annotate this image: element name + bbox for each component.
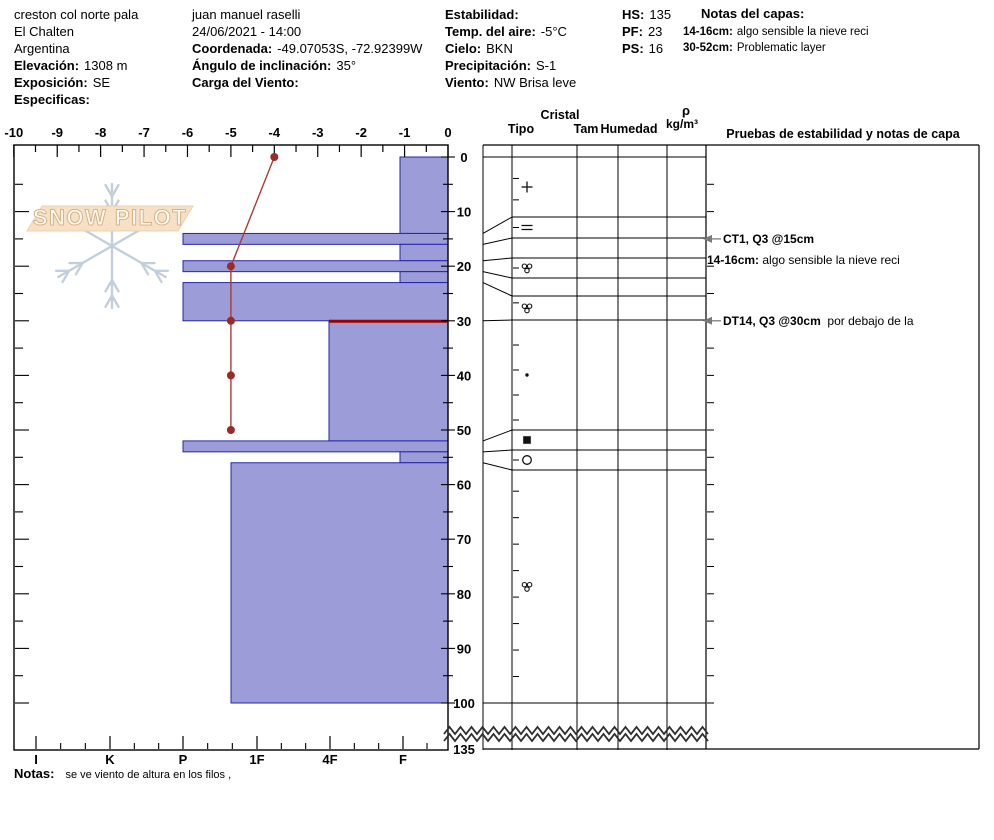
- wind: [445, 74, 576, 91]
- field-label: Coordenada:: [192, 41, 273, 56]
- field-value: SE: [92, 75, 111, 90]
- coordinates: [192, 40, 422, 57]
- field-label: Elevación:: [14, 58, 80, 73]
- snow-layer-bar: [231, 463, 448, 703]
- specifics: [14, 91, 138, 108]
- layer-connector-line: [483, 238, 512, 244]
- column-header-tipo: Tipo: [507, 122, 535, 136]
- column-header-tam: Tam: [573, 122, 599, 136]
- pit-country: [14, 40, 138, 57]
- layer-connector-line: [483, 272, 512, 278]
- field-label: Viento:: [445, 75, 489, 90]
- svg-text:K: K: [105, 752, 115, 767]
- column-header-stability-tests: Pruebas de estabilidad y notas de capa: [726, 127, 960, 141]
- field-value: El Chalten: [14, 24, 74, 39]
- column-header-density-unit: kg/m³: [665, 117, 698, 131]
- small-dot-icon: [525, 373, 528, 376]
- svg-text:40: 40: [456, 368, 472, 384]
- precipitation: [445, 57, 576, 74]
- svg-text:0: 0: [444, 125, 452, 140]
- snow-layer-bar: [400, 244, 448, 260]
- svg-text:-10: -10: [4, 125, 24, 140]
- snow-layer-bar: [400, 452, 448, 463]
- field-label: PS:: [622, 41, 644, 56]
- field-value: 135: [649, 7, 672, 22]
- layer-connector-line: [483, 283, 512, 296]
- field-value: -5°C: [540, 24, 567, 39]
- svg-text:-4: -4: [268, 125, 281, 140]
- logo-text: SNOW PILOT: [32, 205, 188, 230]
- grain-cluster-icon: [522, 264, 532, 273]
- column-header-humedad: Humedad: [600, 122, 658, 136]
- snow-layer-bar: [400, 272, 448, 283]
- header-site-block: [14, 6, 138, 108]
- field-value: Problematic layer: [736, 42, 826, 54]
- column-header-cristal: Cristal: [540, 108, 580, 122]
- sky-cover: [445, 40, 576, 57]
- snow-layer-bar: [183, 441, 448, 452]
- stability-annotations: [703, 232, 914, 328]
- header-observer-block: [192, 6, 422, 91]
- open-circle-icon: [523, 456, 532, 465]
- svg-text:-7: -7: [138, 125, 150, 140]
- svg-text:I: I: [34, 752, 38, 767]
- svg-text:70: 70: [456, 532, 472, 548]
- svg-text:-3: -3: [311, 125, 324, 140]
- field-label: 14-16cm:: [683, 26, 733, 38]
- layer-connector-line: [483, 463, 512, 470]
- air-temp: [445, 23, 576, 40]
- column-header-density-symbol: ρ: [681, 103, 691, 118]
- field-value: algo sensible la nieve reci: [736, 26, 869, 38]
- snow-layer-bar: [183, 261, 448, 272]
- svg-text:0: 0: [460, 150, 468, 165]
- svg-text:-6: -6: [181, 125, 194, 140]
- svg-text:80: 80: [456, 586, 472, 602]
- filled-square-icon: [523, 436, 531, 444]
- svg-text:F: F: [399, 752, 407, 767]
- pit-name: [14, 6, 138, 23]
- field-value: creston col norte pala: [14, 7, 139, 22]
- field-label: Cielo:: [445, 41, 482, 56]
- field-value: 24/06/2021 - 14:00: [192, 24, 302, 39]
- stability: [445, 6, 576, 23]
- field-value: BKN: [486, 41, 513, 56]
- grain-cluster-icon: [522, 304, 532, 313]
- svg-text:-5: -5: [225, 125, 237, 140]
- svg-text:10: 10: [456, 204, 472, 220]
- snow-layer-bar: [183, 233, 448, 244]
- depth-break-zigzag: [444, 727, 708, 741]
- observation-datetime: [192, 23, 422, 40]
- field-value: NW Brisa leve: [493, 75, 577, 90]
- field-value: 23: [647, 24, 663, 39]
- aspect: [14, 74, 138, 91]
- equals-icon: [522, 226, 533, 230]
- field-label: Especificas:: [14, 92, 90, 107]
- svg-text:-8: -8: [94, 125, 107, 140]
- svg-text:4F: 4F: [322, 752, 338, 767]
- snow-layer-bar: [400, 157, 448, 233]
- svg-text:100: 100: [453, 696, 475, 711]
- svg-text:-2: -2: [355, 125, 367, 140]
- temperature-point: [227, 262, 235, 270]
- field-value: S-1: [535, 58, 557, 73]
- snowpilot-logo: [27, 184, 193, 308]
- grain-symbols: [522, 182, 533, 592]
- layer-note: [683, 24, 869, 40]
- wind-loading: [192, 74, 422, 91]
- header-snow-heights-block: [622, 6, 671, 57]
- field-label: Notas:: [14, 766, 55, 781]
- layer-connector-line: [483, 217, 512, 233]
- stability-annotation: DT14, Q3 @30cm por debajo de la: [723, 313, 914, 328]
- observer-name: [192, 6, 422, 23]
- grain-cluster-icon: [522, 583, 532, 592]
- svg-text:30: 30: [456, 313, 472, 329]
- field-label: Estabilidad:: [445, 7, 519, 22]
- temperature-axis: [4, 125, 451, 157]
- field-value: 1308 m: [84, 58, 128, 73]
- field-value: 35°: [336, 58, 357, 73]
- plus-icon: [522, 182, 533, 193]
- field-label: HS:: [622, 7, 645, 22]
- field-label: 30-52cm:: [683, 42, 733, 54]
- layer-notes-title: Notas del capas:: [701, 6, 805, 21]
- layer-connector-line: [483, 450, 512, 452]
- layer-connector-line: [483, 258, 512, 261]
- field-value: -49.07053S, -72.92399W: [277, 41, 423, 56]
- field-label: Carga del Viento:: [192, 75, 299, 90]
- field-value: juan manuel raselli: [192, 7, 301, 22]
- temperature-point: [270, 153, 278, 161]
- field-label: Exposición:: [14, 75, 88, 90]
- svg-text:60: 60: [456, 477, 472, 493]
- hardness-bars: [183, 157, 448, 703]
- svg-text:-9: -9: [51, 125, 64, 140]
- stability-annotation: 14-16cm: algo sensible la nieve reci: [707, 253, 900, 268]
- hardness-axis: [34, 736, 427, 767]
- svg-text:135: 135: [453, 742, 475, 757]
- field-label: Temp. del aire:: [445, 24, 536, 39]
- temperature-point: [227, 317, 235, 325]
- field-value: Argentina: [14, 41, 70, 56]
- temperature-point: [227, 426, 235, 434]
- pf-depth: [622, 23, 671, 40]
- hs-total-depth: [622, 6, 671, 23]
- svg-text:50: 50: [456, 423, 472, 438]
- field-label: Ángulo de inclinación:: [192, 58, 332, 73]
- layer-connector-line: [483, 320, 512, 321]
- field-value: 16: [648, 41, 664, 56]
- footer-notes: [14, 765, 231, 783]
- svg-text:20: 20: [456, 259, 472, 275]
- pit-town: [14, 23, 138, 40]
- snow-layer-bar: [183, 283, 448, 321]
- svg-text:P: P: [178, 752, 188, 767]
- header-conditions-block: [445, 6, 576, 91]
- layer-connector-line: [483, 430, 512, 441]
- elevation: [14, 57, 138, 74]
- svg-text:1F: 1F: [249, 752, 265, 767]
- svg-text:90: 90: [456, 641, 472, 657]
- ps-depth: [622, 40, 671, 57]
- snow-layer-bar: [329, 321, 448, 441]
- slope-angle: [192, 57, 422, 74]
- temperature-point: [227, 371, 235, 379]
- stability-annotation: CT1, Q3 @15cm: [723, 231, 815, 246]
- svg-text:-1: -1: [398, 125, 411, 140]
- field-value: se ve viento de altura en los filos ,: [65, 769, 232, 781]
- field-label: Precipitación:: [445, 58, 531, 73]
- layer-note: [683, 40, 826, 56]
- field-label: PF:: [622, 24, 643, 39]
- snowflake-icon: [56, 184, 168, 308]
